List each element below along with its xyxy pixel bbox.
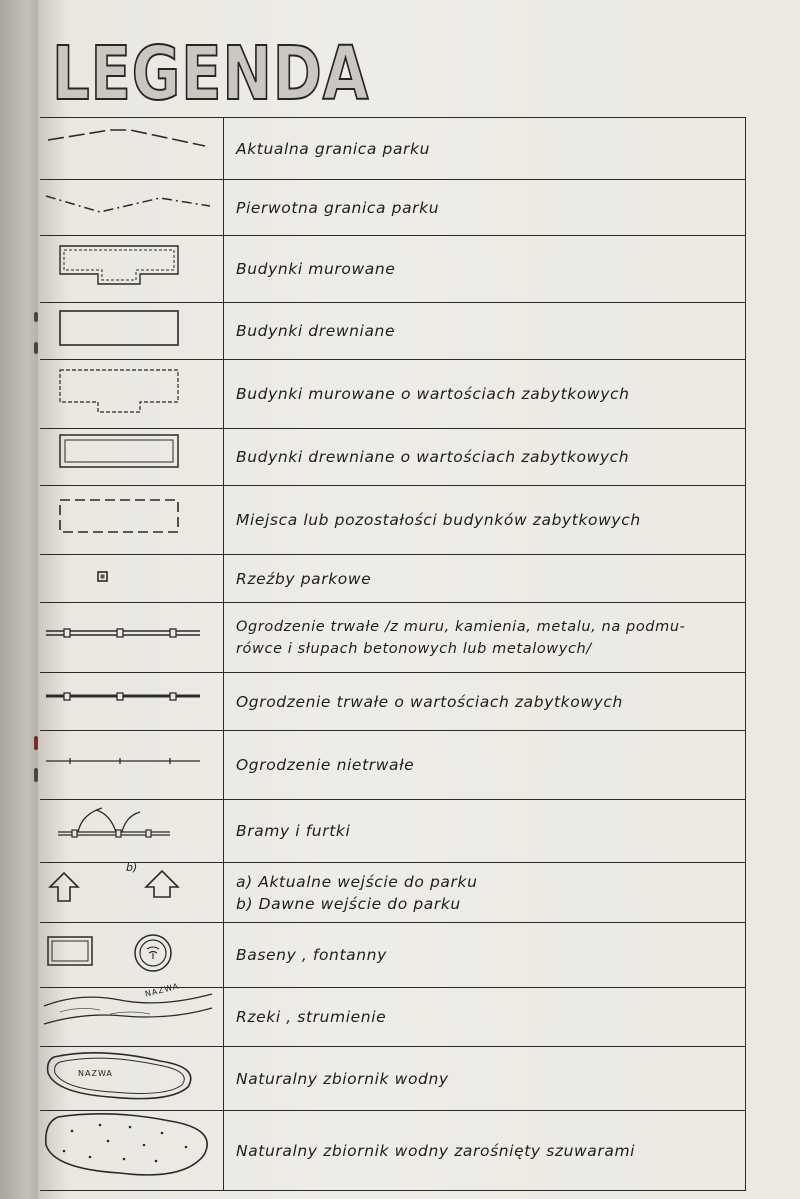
building-remains-symbol bbox=[40, 486, 224, 554]
legend-row-permanent-fence bbox=[40, 603, 746, 673]
overgrown-water-body-symbol bbox=[40, 1111, 224, 1190]
legend-row-overgrown-water-body bbox=[40, 1111, 746, 1191]
legend-label: Budynki drewniane bbox=[236, 322, 396, 340]
legend-row-historic-wooden-buildings bbox=[40, 429, 746, 486]
entrance-symbols bbox=[40, 863, 224, 922]
legend-table bbox=[40, 117, 746, 1191]
legend-row-temporary-fence bbox=[40, 731, 746, 800]
legend-label-line: Ogrodzenie trwałe /z muru, kamienia, metalu, na podmu- bbox=[236, 618, 686, 635]
legend-row-historic-building-remains bbox=[40, 486, 746, 555]
original-boundary-symbol bbox=[40, 180, 224, 235]
legend-label: Budynki drewniane o wartościach zabytkowych bbox=[236, 448, 630, 466]
legend-label-line: rówce i słupach betonowych lub metalowych/ bbox=[236, 640, 592, 657]
binding-edge bbox=[0, 0, 38, 1199]
legend-label: Rzeźby parkowe bbox=[236, 569, 372, 588]
gate-symbol bbox=[40, 800, 224, 862]
temporary-fence-symbol bbox=[40, 731, 224, 799]
water-body-symbol bbox=[40, 1047, 224, 1110]
legend-row-historic-permanent-fence bbox=[40, 673, 746, 731]
current-boundary-symbol bbox=[40, 118, 224, 179]
legend-label: Pierwotna granica parku bbox=[236, 198, 440, 217]
legend-label: Bramy i furtki bbox=[236, 822, 351, 840]
entrance-marker-b: b) bbox=[126, 861, 138, 874]
legend-row-natural-water-body bbox=[40, 1047, 746, 1111]
legend-label: Budynki murowane o wartościach zabytkowych bbox=[236, 385, 630, 403]
legend-label: Aktualna granica parku bbox=[236, 139, 431, 158]
legend-row-park-sculptures bbox=[40, 555, 746, 603]
legend-row-pools-fountains bbox=[40, 923, 746, 988]
legend-row-gates bbox=[40, 800, 746, 863]
legend-label: Ogrodzenie nietrwałe bbox=[236, 756, 415, 774]
legend-row-original-boundary bbox=[40, 180, 746, 236]
historic-brick-building-symbol bbox=[40, 360, 224, 428]
legend-label-line: b) Dawne wejście do parku bbox=[236, 894, 461, 913]
legend-row-rivers-streams bbox=[40, 981, 746, 1047]
river-name-text: NAZWA bbox=[144, 981, 181, 999]
legend-label bbox=[224, 603, 746, 672]
permanent-fence-symbol bbox=[40, 603, 224, 672]
legend-label bbox=[224, 863, 746, 922]
legend-label: Rzeki , strumienie bbox=[236, 1008, 387, 1026]
historic-wooden-building-symbol bbox=[40, 429, 224, 485]
legend-label-line: a) Aktualne wejście do parku bbox=[236, 872, 478, 891]
legend-row-historic-brick-buildings bbox=[40, 360, 746, 429]
legend-label: Ogrodzenie trwałe o wartościach zabytkowych bbox=[236, 692, 623, 711]
legend-label: Miejsca lub pozostałości budynków zabytkowych bbox=[236, 511, 641, 529]
legend-row-wooden-buildings bbox=[40, 303, 746, 360]
legend-title: LEGENDA bbox=[52, 31, 370, 117]
sculpture-symbol bbox=[40, 555, 224, 602]
historic-permanent-fence-symbol bbox=[40, 673, 224, 730]
legend-label: Naturalny zbiornik wodny zarośnięty szuwarami bbox=[236, 1141, 636, 1160]
river-symbol bbox=[40, 981, 224, 1046]
legend-row-entrances bbox=[40, 863, 746, 923]
wooden-building-symbol bbox=[40, 303, 224, 359]
water-body-name-text: NAZWA bbox=[78, 1069, 113, 1078]
legend-row-brick-buildings bbox=[40, 236, 746, 303]
legend-label: Naturalny zbiornik wodny bbox=[236, 1069, 449, 1088]
legend-label: Baseny , fontanny bbox=[236, 946, 387, 964]
legend-row-current-boundary bbox=[40, 117, 746, 180]
pool-fountain-symbols bbox=[40, 923, 224, 987]
brick-building-symbol bbox=[40, 236, 224, 302]
legend-label: Budynki murowane bbox=[236, 260, 396, 278]
